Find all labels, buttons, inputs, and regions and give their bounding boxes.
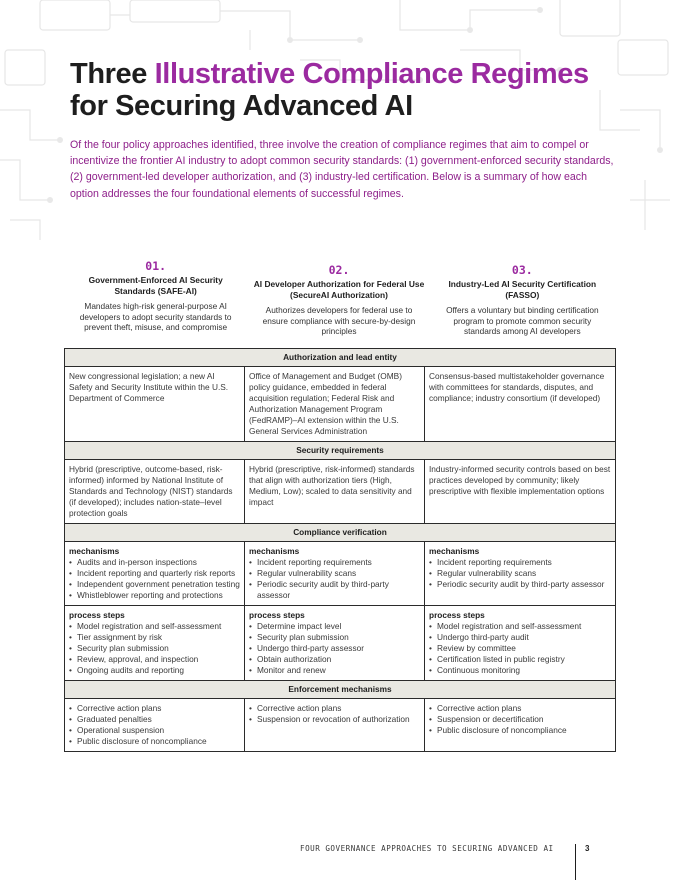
bullet-list — [429, 621, 611, 676]
option-title: AI Developer Authorization for Federal Use (SecureAI Authorization) — [253, 279, 425, 300]
list-item: • Suspension or revocation of authorization — [249, 714, 420, 725]
list-item: • Corrective action plans — [69, 703, 240, 714]
cell-steps-3 — [425, 606, 616, 681]
intro-paragraph: Of the four policy approaches identified, three involve the creation of compliance regimes that aim to compel or incentivize the frontier AI industry to adopt common security standards: (1) government-enforced security standards, (2) government-led developer authorization, and (3) industry-led certification. Below is a summary of how each option addresses the four foundational elements of successful regimes. — [70, 139, 614, 200]
page-number: 3 — [585, 844, 590, 853]
cell-authorization-2: Office of Management and Budget (OMB) policy guidance, embedded in federal acquisition regulation; Federal Risk and Authorization Management Program (FedRAMP)–AI extension within the U.S. General Services Administration — [245, 367, 425, 442]
list-item: • Undergo third-party assessor — [249, 643, 420, 654]
list-item: • Continuous monitoring — [429, 665, 611, 676]
list-item: • Tier assignment by risk — [69, 632, 240, 643]
option-title: Industry-Led AI Security Certification (FASSO) — [448, 279, 597, 300]
cell-authorization-1: New congressional legislation; a new AI Safety and Security Institute within the U.S. Department of Commerce — [65, 367, 245, 442]
cell-security-3: Industry-informed security controls based on best practices developed by community; likely prescriptive with flexible implementation options — [425, 460, 616, 524]
list-item: • Model registration and self-assessment — [69, 621, 240, 632]
bullet-list — [69, 703, 240, 747]
list-item: • Incident reporting requirements — [429, 557, 611, 568]
option-1 — [64, 259, 247, 348]
option-description: Authorizes developers for federal use to ensure compliance with secure-by-design principles — [262, 305, 416, 336]
subheading-process-steps: process steps — [429, 610, 485, 620]
title-accent: Illustrative Compliance Regimes — [154, 58, 589, 90]
cell-mechanisms-2 — [245, 542, 425, 606]
cell-security-1: Hybrid (prescriptive, outcome-based, risk-informed) informed by National Institute of Standards and Technology (NIST) standards (if developed); includes nation-state–level protection goals — [65, 460, 245, 524]
page-title — [70, 58, 650, 122]
section-header-authorization: Authorization and lead entity — [65, 349, 616, 367]
list-item: • Audits and in-person inspections — [69, 557, 240, 568]
cell-enforcement-1 — [65, 699, 245, 752]
title-line2: for Securing Advanced AI — [70, 90, 413, 122]
subheading-mechanisms: mechanisms — [429, 546, 480, 556]
option-title: Government-Enforced AI Security Standards (SAFE-AI) — [88, 275, 223, 296]
cell-mechanisms-3 — [425, 542, 616, 606]
option-2 — [247, 259, 430, 348]
section-header-row — [65, 349, 616, 367]
subheading-mechanisms: mechanisms — [69, 546, 120, 556]
list-item: • Incident reporting requirements — [249, 557, 420, 568]
list-item: • Periodic security audit by third-party assessor — [249, 579, 420, 601]
subheading-process-steps: process steps — [69, 610, 125, 620]
bullet-list — [249, 621, 420, 676]
bullet-list — [249, 703, 420, 725]
list-item: • Monitor and renew — [249, 665, 420, 676]
subheading-process-steps: process steps — [249, 610, 305, 620]
footer-text: FOUR GOVERNANCE APPROACHES TO SECURING ADVANCED AI — [300, 844, 554, 853]
section-header-row — [65, 524, 616, 542]
list-item: • Suspension or decertification — [429, 714, 611, 725]
option-headers — [64, 259, 614, 348]
list-item: • Security plan submission — [69, 643, 240, 654]
table-row — [65, 367, 616, 442]
bullet-list — [429, 703, 611, 736]
bullet-list — [249, 557, 420, 601]
comparison-table — [64, 348, 616, 752]
list-item: • Certification listed in public registry — [429, 654, 611, 665]
list-item: • Regular vulnerability scans — [249, 568, 420, 579]
list-item: • Undergo third-party audit — [429, 632, 611, 643]
option-number: 03. — [511, 263, 533, 277]
option-3 — [431, 259, 614, 348]
bullet-list — [69, 557, 240, 601]
list-item: • Security plan submission — [249, 632, 420, 643]
option-description: Mandates high-risk general-purpose AI developers to adopt security standards to prevent theft, misuse, and compromise — [79, 301, 232, 332]
list-item: • Public disclosure of noncompliance — [429, 725, 611, 736]
cell-steps-2 — [245, 606, 425, 681]
list-item: • Corrective action plans — [429, 703, 611, 714]
section-header-row — [65, 681, 616, 699]
option-number: 02. — [328, 263, 350, 277]
section-header-enforcement: Enforcement mechanisms — [65, 681, 616, 699]
cell-authorization-3: Consensus-based multistakeholder governance with committees for standards, disputes, and compliance; industry consortium (if developed) — [425, 367, 616, 442]
title-prefix: Three — [70, 58, 155, 90]
list-item: • Independent government penetration testing — [69, 579, 240, 590]
footer-divider — [575, 844, 576, 880]
list-item: • Determine impact level — [249, 621, 420, 632]
option-description: Offers a voluntary but binding certification program to promote common security standards among AI developers — [446, 305, 599, 336]
table-row — [65, 542, 616, 606]
list-item: • Obtain authorization — [249, 654, 420, 665]
cell-enforcement-2 — [245, 699, 425, 752]
list-item: • Ongoing audits and reporting — [69, 665, 240, 676]
list-item: • Incident reporting and quarterly risk reports — [69, 568, 240, 579]
cell-mechanisms-1 — [65, 542, 245, 606]
list-item: • Review by committee — [429, 643, 611, 654]
option-number: 01. — [145, 259, 167, 273]
cell-security-2: Hybrid (prescriptive, risk-informed) standards that align with authorization tiers (High, Medium, Low); scaled to data sensitivity and impact — [245, 460, 425, 524]
list-item: • Periodic security audit by third-party assessor — [429, 579, 611, 590]
section-header-security: Security requirements — [65, 442, 616, 460]
table-row — [65, 699, 616, 752]
section-header-compliance: Compliance verification — [65, 524, 616, 542]
list-item: • Graduated penalties — [69, 714, 240, 725]
list-item: • Model registration and self-assessment — [429, 621, 611, 632]
cell-enforcement-3 — [425, 699, 616, 752]
list-item: • Regular vulnerability scans — [429, 568, 611, 579]
table-row — [65, 606, 616, 681]
cell-steps-1 — [65, 606, 245, 681]
list-item: • Review, approval, and inspection — [69, 654, 240, 665]
list-item: • Whistleblower reporting and protections — [69, 590, 240, 601]
section-header-row — [65, 442, 616, 460]
list-item: • Operational suspension — [69, 725, 240, 736]
subheading-mechanisms: mechanisms — [249, 546, 300, 556]
bullet-list — [429, 557, 611, 590]
list-item: • Corrective action plans — [249, 703, 420, 714]
table-row — [65, 460, 616, 524]
bullet-list — [69, 621, 240, 676]
list-item: • Public disclosure of noncompliance — [69, 736, 240, 747]
